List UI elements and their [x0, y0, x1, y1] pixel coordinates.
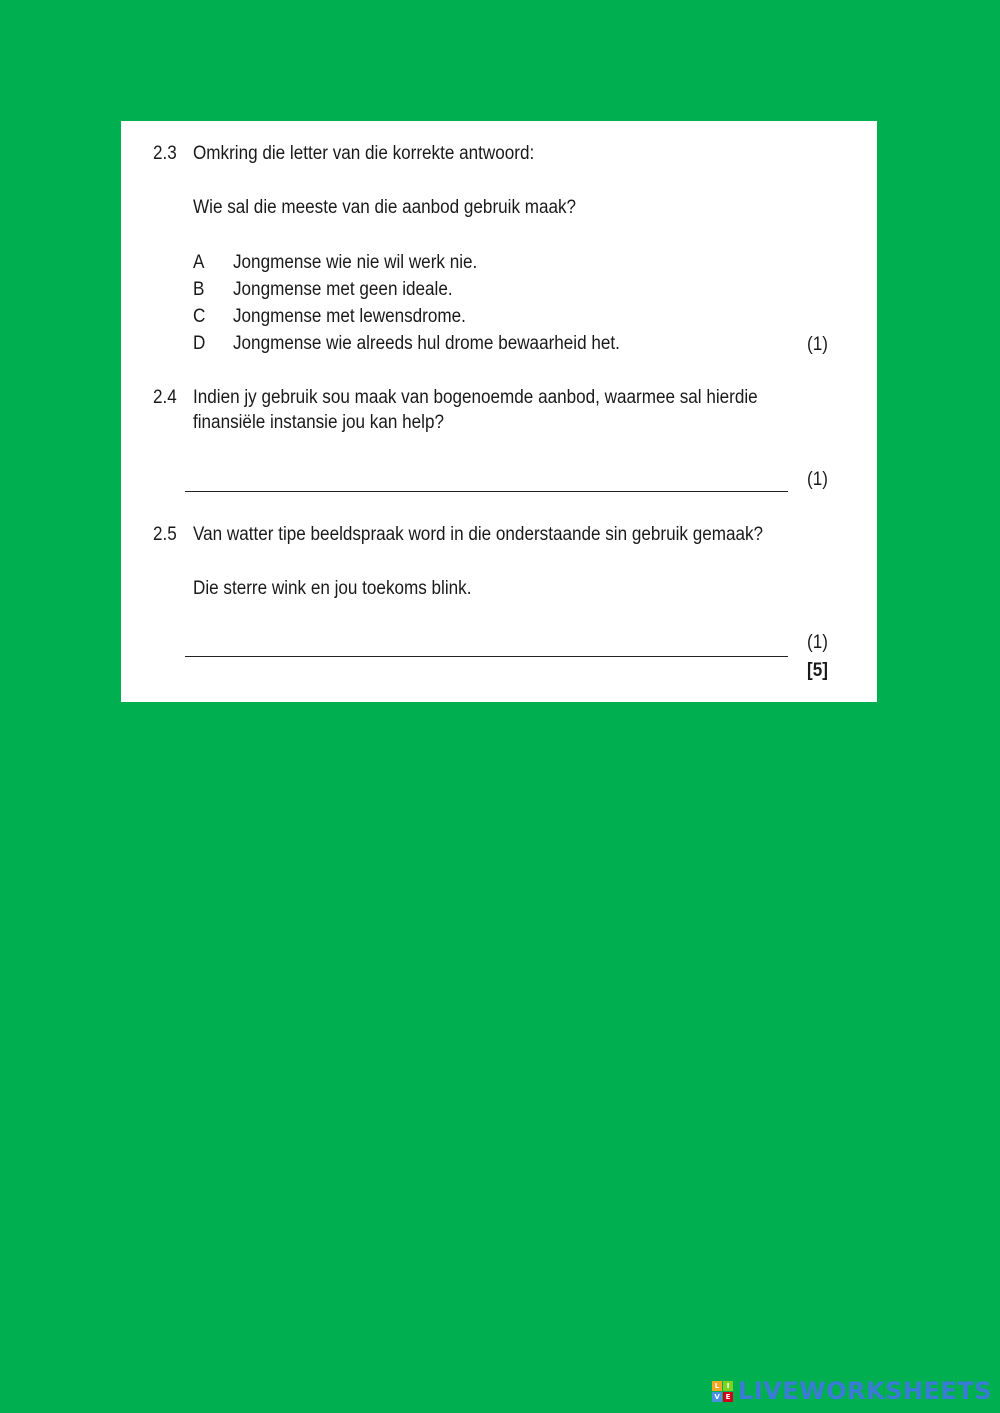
logo-text: LIVEWORKSHEETS	[738, 1377, 992, 1405]
question-number: 2.5	[153, 524, 177, 545]
answer-line-2-4[interactable]	[185, 491, 788, 492]
sentence-text: Die sterre wink en jou toekoms blink.	[193, 578, 472, 599]
logo-letter-v: V	[712, 1392, 722, 1402]
total-marks: [5]	[807, 660, 828, 681]
question-instruction: Omkring die letter van die korrekte antwoord:	[193, 143, 535, 164]
marks-label: (1)	[807, 469, 828, 490]
option-letter-d[interactable]: D	[193, 333, 206, 354]
option-letter-a[interactable]: A	[193, 252, 205, 273]
marks-label: (1)	[807, 632, 828, 653]
logo-icon	[712, 1381, 733, 1402]
question-text-line2: finansiële instansie jou kan help?	[193, 412, 444, 433]
option-letter-c[interactable]: C	[193, 306, 206, 327]
option-text-c: Jongmense met lewensdrome.	[233, 306, 466, 327]
logo-letter-e: E	[723, 1392, 733, 1402]
question-text: Van watter tipe beeldspraak word in die onderstaande sin gebruik gemaak?	[193, 524, 764, 545]
option-text-d: Jongmense wie alreeds hul drome bewaarheid het.	[233, 333, 620, 354]
question-number: 2.3	[153, 143, 177, 164]
answer-line-2-5[interactable]	[185, 656, 788, 657]
option-letter-b[interactable]: B	[193, 279, 205, 300]
option-text-b: Jongmense met geen ideale.	[233, 279, 453, 300]
logo-letter-l: L	[712, 1381, 722, 1391]
marks-label: (1)	[807, 334, 828, 355]
option-text-a: Jongmense wie nie wil werk nie.	[233, 252, 478, 273]
liveworksheets-logo	[712, 1377, 992, 1405]
question-number: 2.4	[153, 387, 177, 408]
worksheet-page	[121, 121, 877, 702]
logo-letter-i: I	[723, 1381, 733, 1391]
question-text-line1: Indien jy gebruik sou maak van bogenoemde aanbod, waarmee sal hierdie	[193, 387, 758, 408]
question-text: Wie sal die meeste van die aanbod gebruik maak?	[193, 197, 577, 218]
